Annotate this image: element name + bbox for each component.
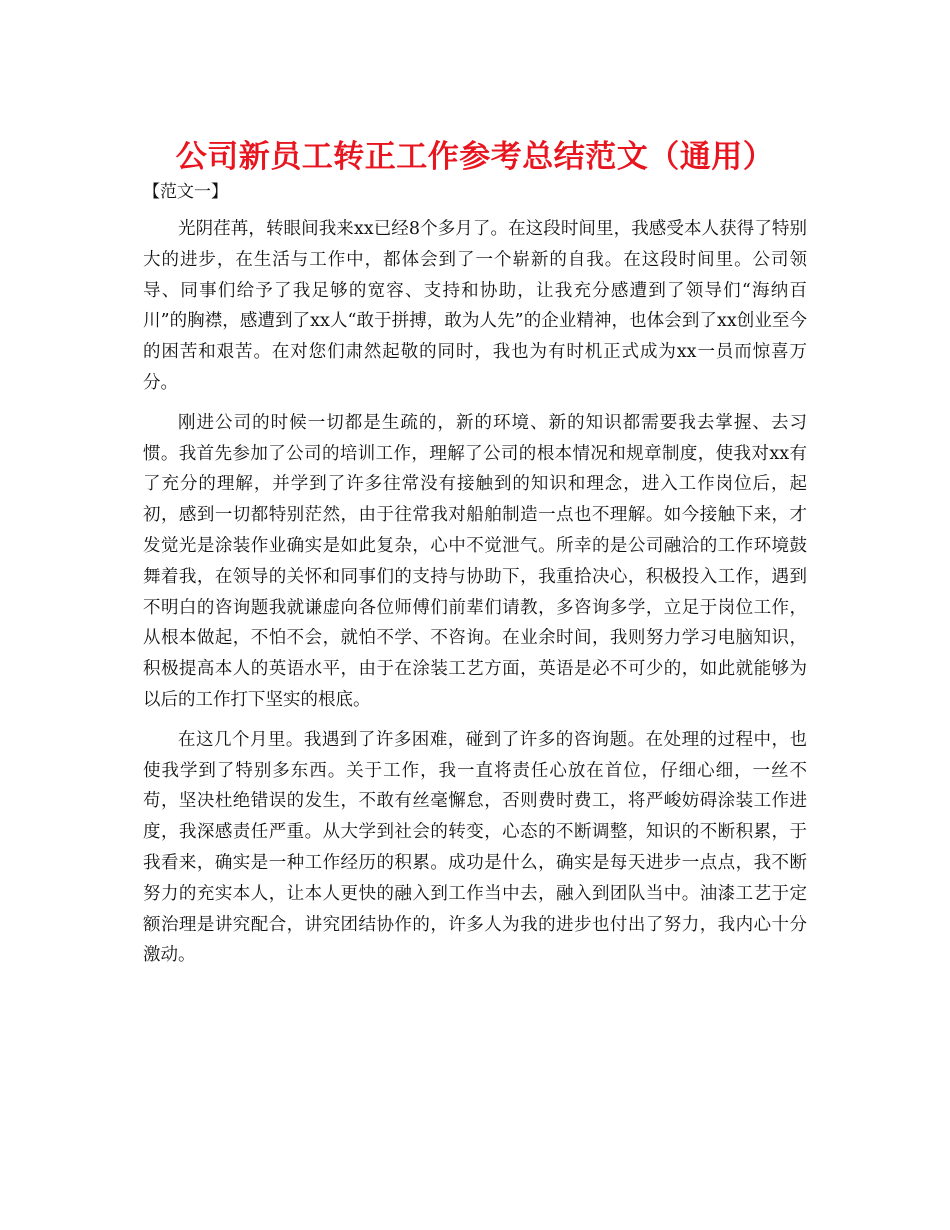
section-label: 【范文一】 xyxy=(143,182,228,202)
document-body xyxy=(143,214,807,980)
document-title: 公司新员工转正工作参考总结范文（通用） xyxy=(175,139,775,175)
paragraph-1: 光阴荏苒，转眼间我来xx已经8个多月了。在这段时间里，我感受本人获得了特别大的进步，在生活与工作中，都体会到了一个崭新的自我。在这段时间里。公司领导、同事们给予了我足够的宽容、支持和协助，让我充分感遭到了领导们“海纳百川”的胸襟，感遭到了xx人“敢于拼搏，敢为人先”的企业精神，也体会到了xx创业至今的困苦和艰苦。在对您们肃然起敬的同时，我也为有时机正式成为xx一员而惊喜万分。 xyxy=(143,219,807,393)
paragraph-2: 刚进公司的时候一切都是生疏的，新的环境、新的知识都需要我去掌握、去习惯。我首先参加了公司的培训工作，理解了公司的根本情况和规章制度，使我对xx有了充分的理解，并学到了许多往常没有接触到的知识和理念，进入工作岗位后，起初，感到一切都特别茫然，由于往常我对船舶制造一点也不理解。如今接触下来，才发觉光是涂装作业确实是如此复杂，心中不觉泄气。所幸的是公司融洽的工作环境鼓舞着我，在领导的关怀和同事们的支持与协助下，我重拾决心，积极投入工作，遇到不明白的咨询题我就谦虚向各位师傅们前辈们请教，多咨询多学，立足于岗位工作，从根本做起，不怕不会，就怕不学、不咨询。在业余时间，我则努力学习电脑知识，积极提高本人的英语水平，由于在涂装工艺方面，英语是必不可少的，如此就能够为以后的工作打下坚实的根底。 xyxy=(143,412,807,710)
paragraph-3: 在这几个月里。我遇到了许多困难，碰到了许多的咨询题。在处理的过程中，也使我学到了特别多东西。关于工作，我一直将责任心放在首位，仔细心细，一丝不苟，坚决杜绝错误的发生，不敢有丝毫懈怠，否则费时费工，将严峻妨碍涂装工作进度，我深感责任严重。从大学到社会的转变，心态的不断调整，知识的不断积累，于我看来，确实是一种工作经历的积累。成功是什么，确实是每天进步一点点，我不断努力的充实本人，让本人更快的融入到工作当中去，融入到团队当中。油漆工艺于定额治理是讲究配合，讲究团结协作的，许多人为我的进步也付出了努力，我内心十分激动。 xyxy=(143,729,807,966)
